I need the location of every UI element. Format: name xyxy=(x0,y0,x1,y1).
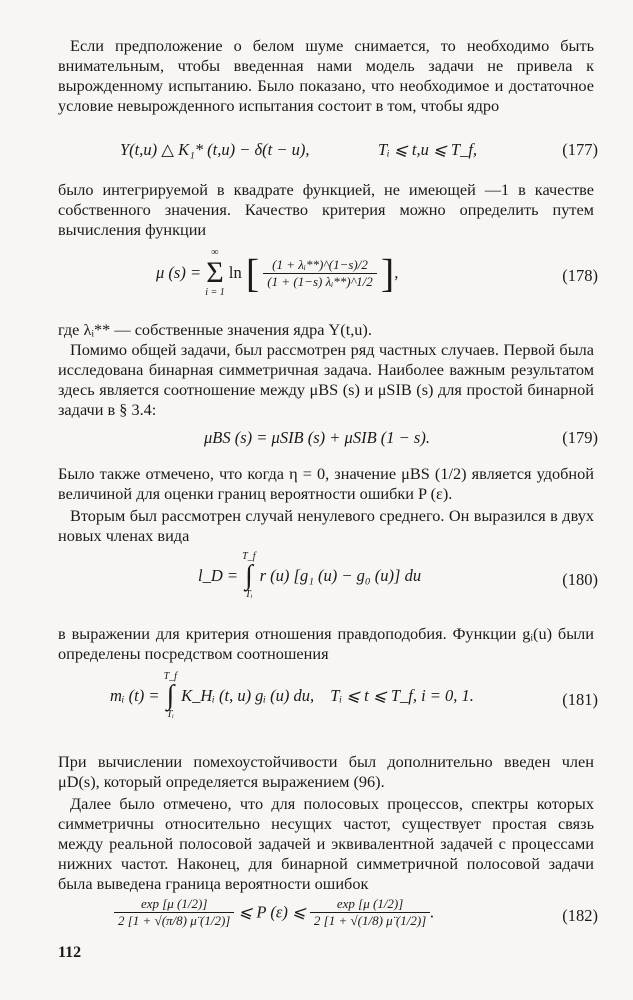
page-number: 112 xyxy=(58,944,82,961)
paragraph-7: в выражении для критерия отношения правдоподобия. Функции gᵢ(u) были определены посредством соотношения xyxy=(58,624,594,663)
eq182-left-denominator: 2 [1 + √(π/8) μ̈ (1/2)] xyxy=(118,913,231,928)
integral-lower-limit: Tᵢ xyxy=(166,709,174,720)
eq182-left-numerator: exp [μ (1/2)] xyxy=(114,896,234,913)
paragraph-3: где λᵢ** — собственные значения ядра Y(t,u). xyxy=(58,320,372,339)
eq177-condition: Tᵢ ⩽ t,u ⩽ T_f, xyxy=(378,140,478,159)
eq182-right-numerator: exp [μ (1/2)] xyxy=(310,896,430,913)
integral-upper-limit: T_f xyxy=(242,551,256,562)
paragraph-9: Далее было отмечено, что для полосовых процессов, спектры которых симметричны относительно несущих частот, существует простая связь между реальной полосовой задачей и эквивалентной задачей с процессами нижних частот. Наконец, для бинарной симметричной полосовой задачи была выведена граница вероятности ошибок xyxy=(58,794,594,893)
equation-181 xyxy=(58,672,598,732)
eq182-right-denominator: 2 [1 + √(1/8) μ̈ (1/2)] xyxy=(313,913,427,928)
eq178-number: (178) xyxy=(562,266,598,285)
eq182-middle: ⩽ P (ε) ⩽ xyxy=(238,902,306,922)
eq178-comma: , xyxy=(394,263,399,282)
paragraph-6: Вторым был рассмотрен случай ненулевого среднего. Он выразился в двух новых членах вида xyxy=(58,506,594,545)
integral-lower-limit: Tᵢ xyxy=(245,589,253,600)
paragraph-1: Если предположение о белом шуме снимается, то необходимо быть внимательным, чтобы введенная нами модель задачи не привела к вырожденному испытанию. Было показано, что необходимое и достаточное условие невырожденного испытания состоит в том, чтобы ядро xyxy=(58,36,594,115)
paragraph-4: Помимо общей задачи, был рассмотрен ряд частных случаев. Первой была исследована бинарная симметричная задача. Наиболее важным результатом здесь является соотношение между μBS (s) и μSIB (s) для простой бинарной задачи в § 3.4: xyxy=(58,340,594,419)
eq180-lhs: l_D = xyxy=(198,566,239,585)
sum-upper-limit: ∞ xyxy=(211,247,219,258)
integral-symbol: T_f ∫ Tᵢ xyxy=(242,551,256,600)
eq180-number: (180) xyxy=(562,570,598,589)
sum-symbol: ∞ Σ i = 1 xyxy=(205,247,225,298)
eq177-lhs: Y(t,u) △ K₁* (t,u) − δ(t − u), xyxy=(120,140,310,159)
eq179-body: μBS (s) = μSIB (s) + μSIB (1 − s). xyxy=(204,428,430,447)
eq178-denominator: (1 + (1−s) λᵢ**)^1/2 xyxy=(267,273,373,289)
equation-178: μ (s) = ∞ Σ i = 1 ln [ $\frac{\text{(1 + λᵢ**)\textasciicircum{}(1−s)/2}}{\text{(1 + (1−s) λᵢ**)\textasciicircum{}1/2}}$ ], (178) xyxy=(156,247,598,298)
eq181-lhs: mᵢ (t) = xyxy=(110,686,160,705)
eq180-integrand: r (u) [g₁ (u) − g₀ (u)] du xyxy=(259,566,422,585)
sum-lower-limit: i = 1 xyxy=(205,287,225,298)
paragraph-2: было интегрируемой в квадрате функцией, не имеющей —1 в качестве собственного значения. Качество критерия можно определить путем вычисления функции xyxy=(58,180,594,239)
eq178-fraction xyxy=(263,257,376,290)
integral-symbol: T_f ∫ Tᵢ xyxy=(163,671,177,720)
eq182-period: . xyxy=(430,902,435,922)
paragraph-5: Было также отмечено, что когда η = 0, значение μBS (1/2) является удобной величиной для оценки границ вероятности ошибки P (ε). xyxy=(58,464,594,503)
equation-182 xyxy=(58,896,598,940)
eq182-number: (182) xyxy=(562,906,598,925)
integral-upper-limit: T_f xyxy=(163,671,177,682)
eq178-lhs: μ (s) = xyxy=(156,263,202,282)
eq182-left-fraction xyxy=(114,896,234,929)
equation-180 xyxy=(58,552,598,612)
eq181-integrand: K_Hᵢ (t, u) gᵢ (u) du, xyxy=(181,686,315,705)
ln-operator: ln xyxy=(228,263,242,282)
paragraph-8: При вычислении помехоустойчивости был дополнительно введен член μD(s), который определяется выражением (96). xyxy=(58,752,594,791)
eq179-number: (179) xyxy=(562,428,598,447)
eq181-number: (181) xyxy=(562,690,598,709)
eq182-right-fraction xyxy=(310,896,430,929)
eq181-condition: Tᵢ ⩽ t ⩽ T_f, i = 0, 1. xyxy=(330,686,474,705)
eq177-number: (177) xyxy=(562,140,598,159)
eq178-numerator: (1 + λᵢ**)^(1−s)/2 xyxy=(263,257,376,274)
